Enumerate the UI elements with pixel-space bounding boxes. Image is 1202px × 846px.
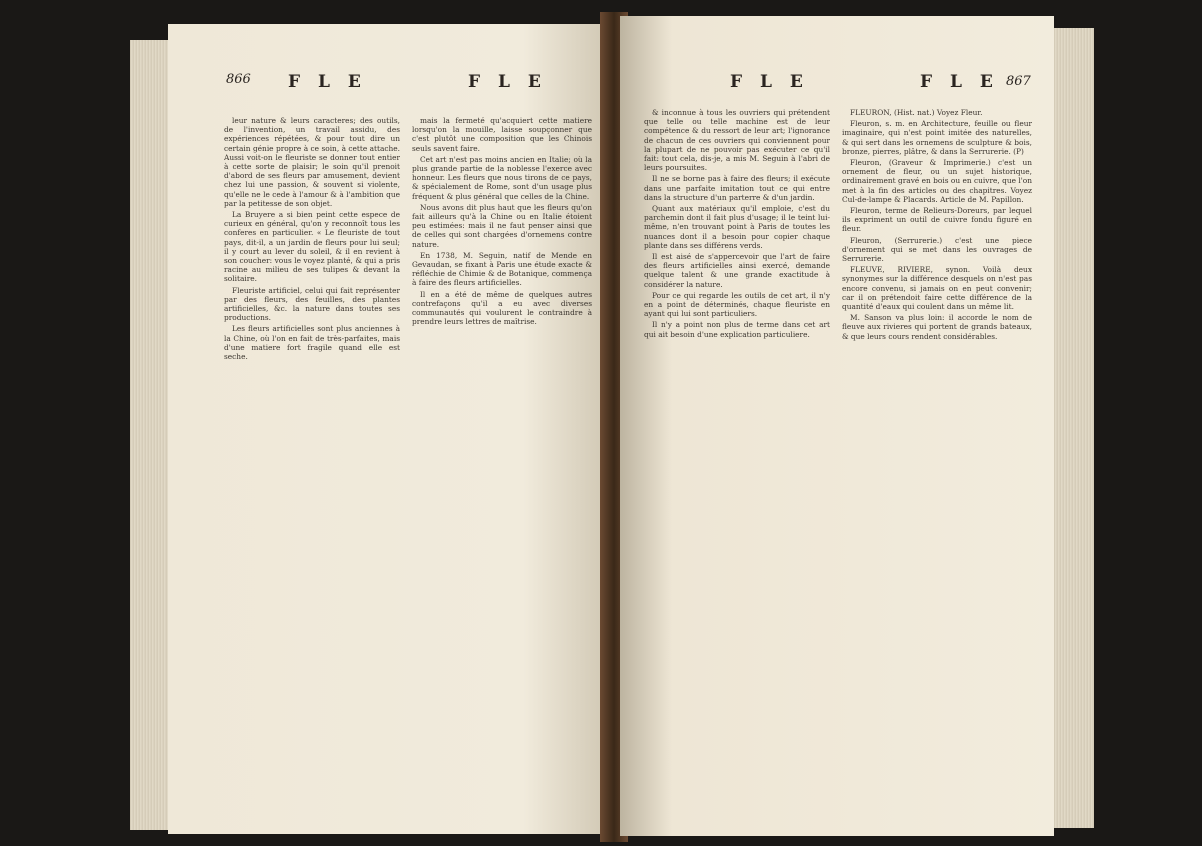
paragraph: Il est aisé de s'appercevoir que l'art de faire des fleurs artificielles ainsi exercé, demande quelque talent & une grande exactitude à considérer la nature. bbox=[644, 252, 830, 289]
right-page bbox=[620, 16, 1054, 836]
running-head-right-1: F L E bbox=[730, 72, 809, 92]
running-head-left-1: F L E bbox=[288, 72, 367, 92]
paragraph: FLEURON, (Hist. nat.) Voyez Fleur. bbox=[850, 108, 983, 117]
paragraph: Cet art n'est pas moins ancien en Italie; où la plus grande partie de la noblesse l'exerce avec honneur. Les fleurs que nous tirons de ce pays, & spécialement de Rome, sont d'un usage plus fréquent & plus général que celles de la Chine. bbox=[412, 154, 592, 201]
paragraph: M. Sanson va plus loin: il accorde le nom de fleuve aux rivieres qui portent de grands bateaux, & que leurs cours rendent considérables. bbox=[842, 313, 1032, 341]
paragraph: leur nature & leurs caracteres; des outils, de l'invention, un travail assidu, des expériences répétées, & pour tout dire un certain génie propre à ce soin, à cette attache. Aussi voit-on le fleuriste se donner tout entier à cette sorte de plaisir; le soin qu'il prenoit d'abord de ses fleurs par amusement, devient chez lui une passion, & souvent si violente, qu'elle ne le cede à l'amour & à l'ambition que par la petitesse de son objet. bbox=[224, 116, 400, 208]
paragraph: FLEUVE, RIVIERE, synon. Voilà deux synonymes sur la différence desquels on n'est pas encore convenu, si jamais on en peut convenir; car il on prétendoit faire cette différence de la quantité d'eaux qui coulent dans un même lit. bbox=[842, 265, 1032, 312]
right-page-edge bbox=[1054, 28, 1094, 828]
paragraph: En 1738, M. Seguin, natif de Mende en Gevaudan, se fixant à Paris une étude exacte & réfléchie de Chimie & de Botanique, commença à faire des fleurs artificielles. bbox=[412, 250, 592, 288]
paragraph: La Bruyere a si bien peint cette espece de curieux en général, qu'on y reconnoît tous les conferes en particulier. « Le fleuriste de tout pays, dit-il, a un jardin de fleurs pour lui seul; il y court au lever du soleil, & il en revient à son coucher: vous le voyez planté, & qui a pris racine au milieu de ses tulipes & devant la solitaire. bbox=[224, 210, 400, 284]
paragraph: & inconnue à tous les ouvriers qui prétendent que telle ou telle machine est de leur compétence & du ressort de leur art; l'ignorance de chacun de ces ouvriers qui conviennent pour la plupart de ne pouvoir pas exécuter ce qu'il fait: tout cela, dis-je, a mis M. Seguin à l'abri de leurs poursuites. bbox=[644, 108, 830, 173]
paragraph: Fleuron, (Graveur & Imprimerie.) c'est un ornement de fleur, ou un sujet historique, ordinairement gravé en bois ou en cuivre, que l'on met à la fin des articles ou des chapitres. Voyez Cul-de-lampe & Placards. Article de M. Papillon. bbox=[842, 158, 1032, 204]
paragraph: Fleuron, terme de Relieurs-Doreurs, par lequel ils expriment un outil de cuivre fondu figuré en fleur. bbox=[842, 206, 1032, 234]
paragraph: Pour ce qui regarde les outils de cet art, il n'y en a point de déterminés, chaque fleuriste en ayant qui lui sont particuliers. bbox=[644, 290, 830, 319]
paragraph: Fleuron, s. m. en Architecture, feuille ou fleur imaginaire, qui n'est point imitée des naturelles, & qui sert dans les ornemens de sculpture & bois, bronze, pierres, plâtre, & dans la Serrurerie. (P) bbox=[842, 119, 1032, 156]
paragraph: Il en a été de même de quelques autres contrefaçons qu'il a eu avec diverses communautés qui voulurent le contraindre à prendre leurs lettres de maîtrise. bbox=[412, 289, 592, 327]
right-column-2 bbox=[842, 108, 1032, 824]
running-head-left-2: F L E bbox=[468, 72, 547, 92]
paragraph: Fleuron, (Serrurerie.) c'est une piece d'ornement qui se met dans les ouvrages de Serrurerie. bbox=[842, 235, 1032, 264]
right-column-1 bbox=[644, 108, 830, 824]
paragraph: Il n'y a point non plus de terme dans cet art qui ait besoin d'une explication particuliere. bbox=[644, 320, 830, 339]
paragraph: Fleuriste artificiel, celui qui fait représenter par des fleurs, des feuilles, des plantes artificielles, &c. la nature dans toutes ses productions. bbox=[224, 285, 400, 323]
paragraph: Quant aux matériaux qu'il emploie, c'est du parchemin dont il fait plus d'usage; il le teint lui-même, n'en trouvant point à Paris de toutes les nuances dont il a besoin pour copier chaque plante dans ses différens verds. bbox=[644, 204, 830, 250]
paragraph: mais la fermeté qu'acquiert cette matiere lorsqu'on la mouille, laisse soupçonner que c'est plutôt une composition que les Chinois seuls savent faire. bbox=[412, 116, 592, 153]
page-number-right: 867 bbox=[1006, 74, 1031, 89]
paragraph: Les fleurs artificielles sont plus anciennes à la Chine, où l'on en fait de très-parfaites, mais d'une matiere fort fragile quand elle est seche. bbox=[224, 324, 400, 362]
left-column-1 bbox=[224, 116, 400, 826]
page-number-left: 866 bbox=[226, 72, 251, 87]
paragraph: Il ne se borne pas à faire des fleurs; il exécute dans une parfaite imitation tout ce qui entre dans la structure d'un parterre & d'un jardin. bbox=[644, 174, 830, 202]
paragraph: Nous avons dit plus haut que les fleurs qu'on fait ailleurs qu'à la Chine ou en Italie étoient peu estimées: mais il ne faut penser ainsi que de celles qui sont chargées d'ornemens contre nature. bbox=[412, 202, 592, 249]
left-page bbox=[168, 24, 612, 834]
left-page-edge bbox=[130, 40, 168, 830]
running-head-right-2: F L E bbox=[920, 72, 999, 92]
left-column-2 bbox=[412, 116, 592, 826]
